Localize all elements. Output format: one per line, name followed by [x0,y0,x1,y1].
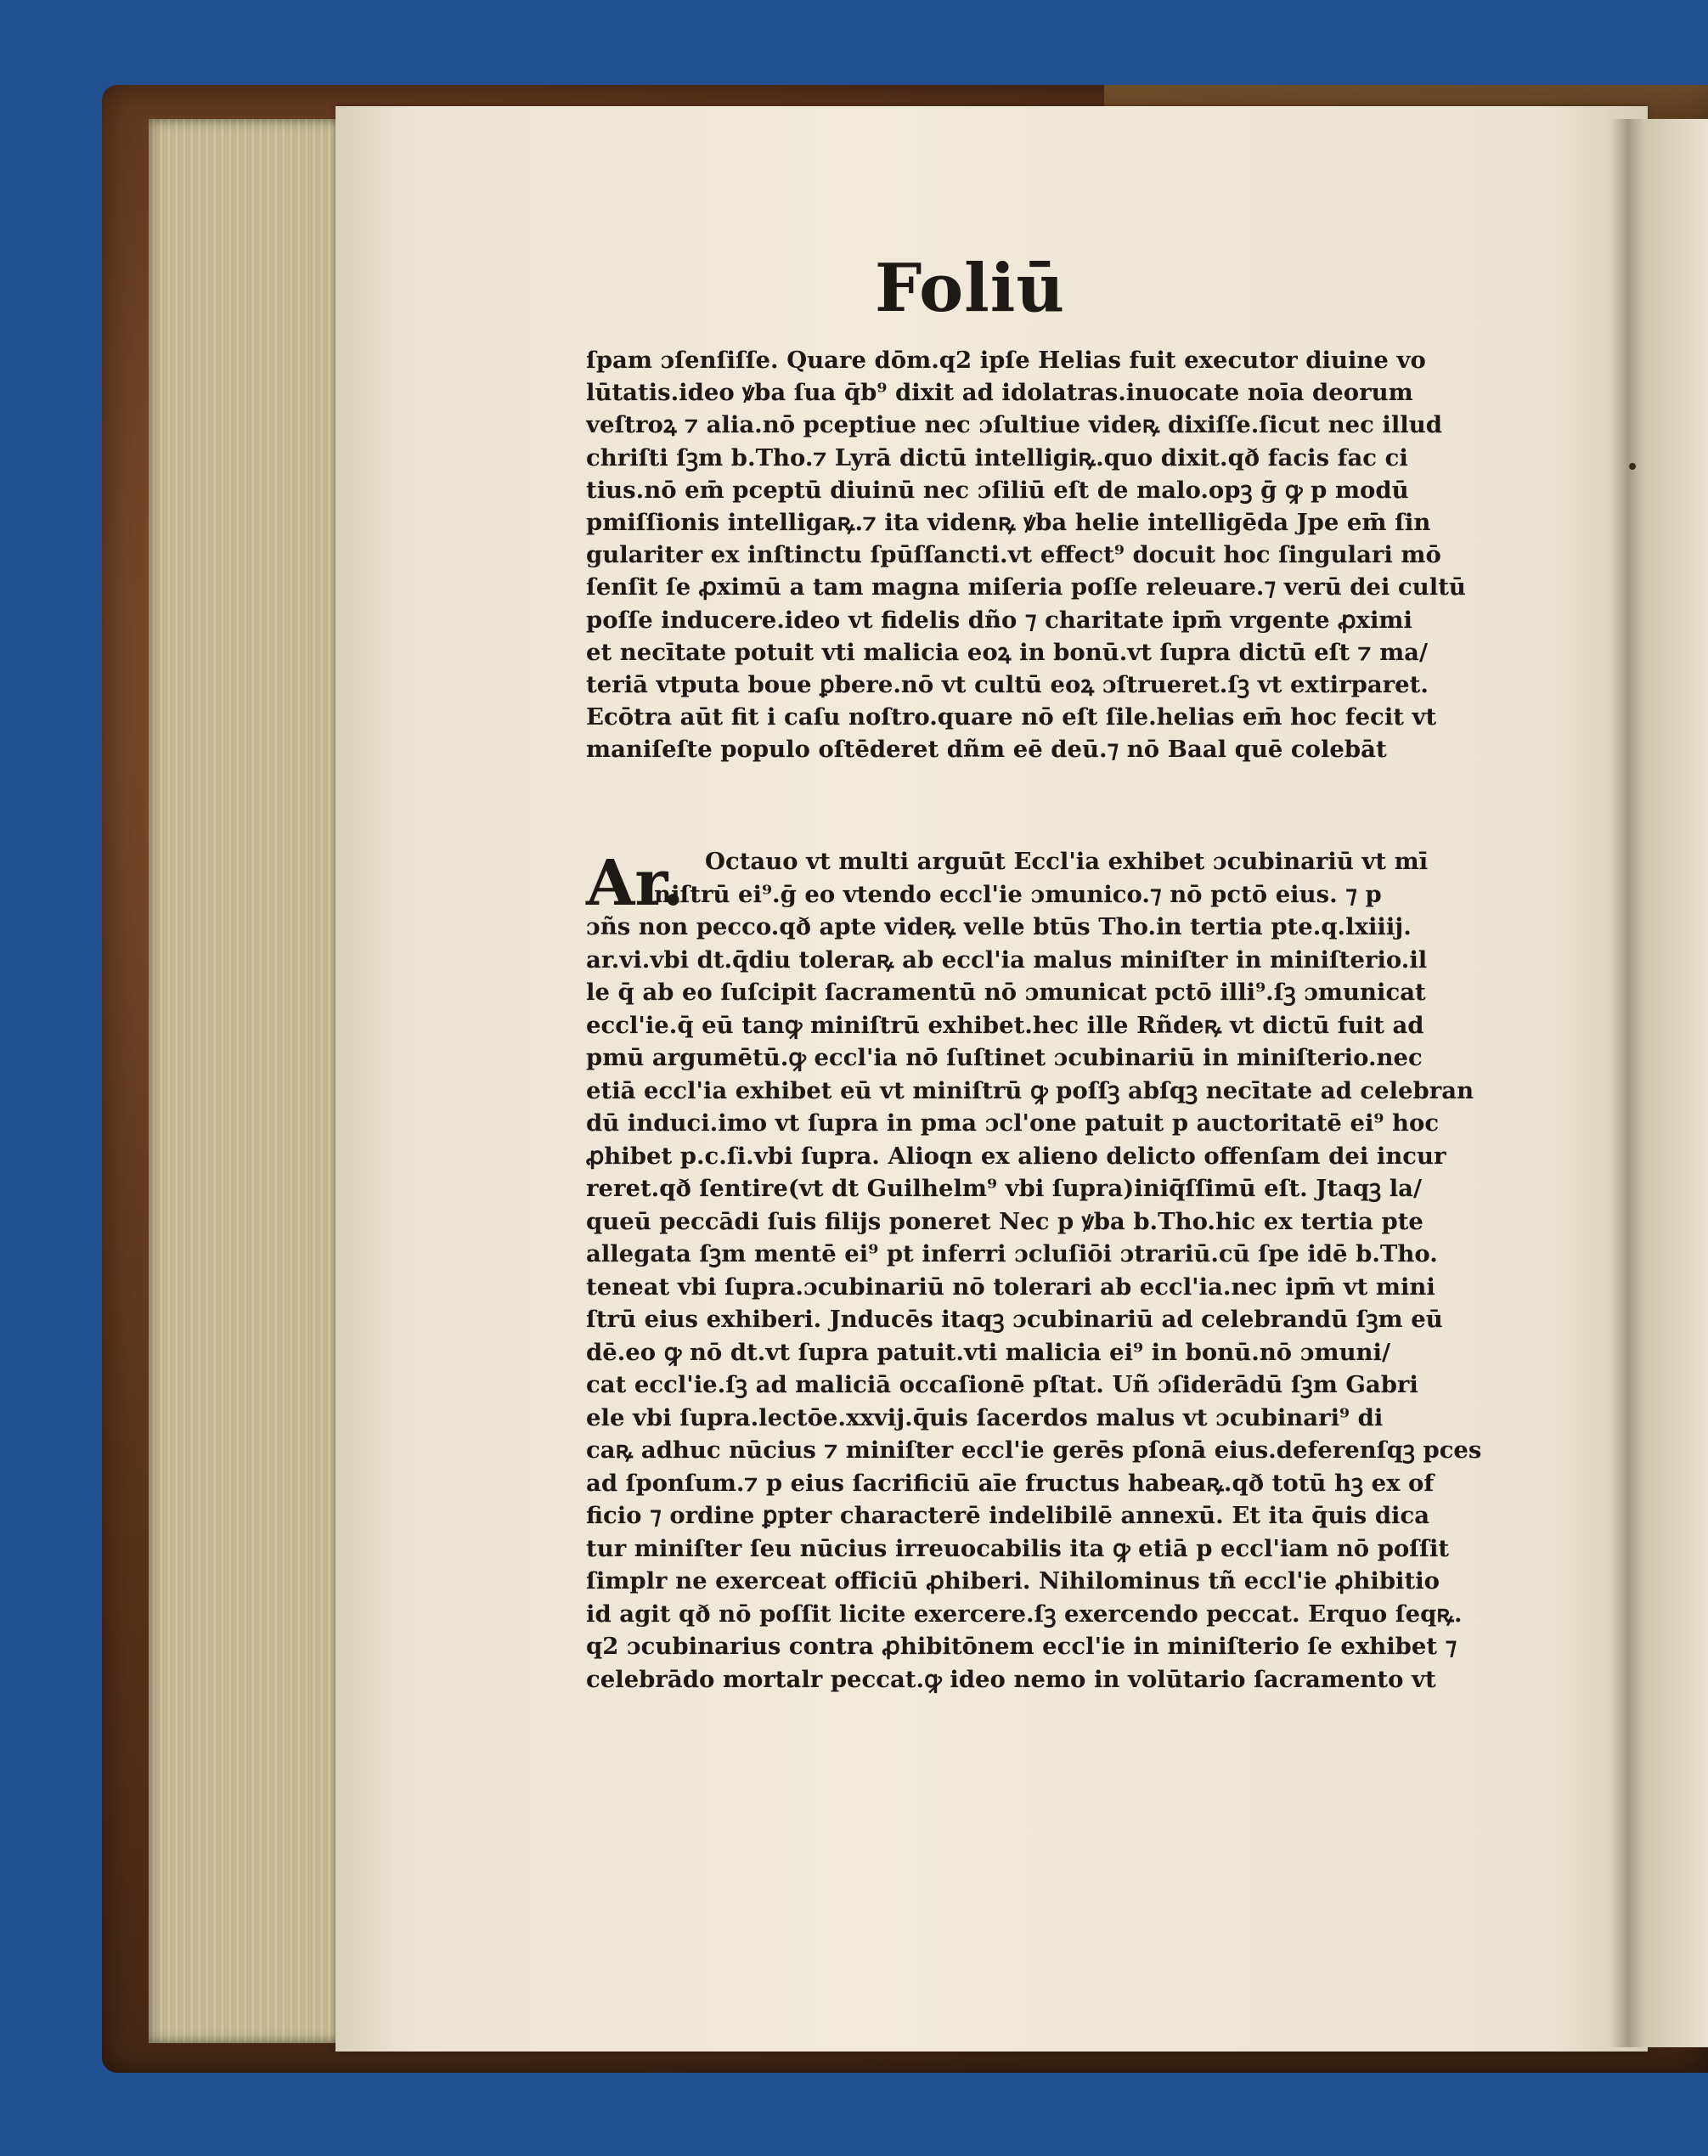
text-line: ficio ⁊ ordine ꝑpter characterē indelibilē annexū. Et ita q̄uis dica [586,1502,1430,1529]
text-line: id agit qð nō poſſit licite exercere.ſꝫ exercendo peccat. Erquo ſeqꝶ. [586,1600,1463,1628]
text-line: q2 ɔcubinarius contra ꝓhibitōnem eccl'ie in miniſterio ſe exhibet ⁊ [586,1633,1457,1660]
text-line: et necītate potuit vti malicia eoꝝ in bonū.vt ſupra dictū eſt ⁊ ma/ [586,638,1429,666]
text-line: gulariter ex inſtinctu ſpūſſancti.vt effect⁹ docuit hoc ſingulari mō [586,541,1441,569]
text-line: niſtrū ei⁹.ḡ eo vtendo eccl'ie ɔmunico.⁊ nō pctō eius. ⁊ p [654,880,1382,908]
text-line: pmū argumētū.ꝙ eccl'ia nō ſuſtinet ɔcubinariū in miniſterio.nec [586,1044,1423,1071]
text-line: celebrādo mortalr peccat.ꝙ ideo nemo in volūtario ſacramento vt [586,1665,1436,1693]
text-line: allegata ſꝫm mentē ei⁹ pt inferri ɔcluſiōi ɔtrariū.cū ſpe idē b.Tho. [586,1240,1438,1267]
text-line: veſtroꝝ ⁊ alia.nō pceptiue nec ɔſultiue videꝶ dixiſſe.ſicut nec illud [586,411,1442,439]
text-line: chriſti ſꝫm b.Tho.⁊ Lyrā dictū intelligiꝶ.quo dixit.qð facis fac ci [586,443,1408,471]
text-line: tur miniſter ſeu nūcius irreuocabilis ita ꝙ etiā p eccl'iam nō poſſit [586,1534,1450,1562]
text-line: dē.eo ꝙ nō dt.vt ſupra patuit.vti malicia ei⁹ in bonū.nō ɔmuni/ [586,1338,1391,1366]
text-line: Ecōtra aūt fit i caſu noſtro.quare nō eſt ſile.helias em̄ hoc fecit vt [586,703,1437,731]
text-line: cat eccl'ie.ſꝫ ad maliciā occaſionē pſtat. Uñ ɔſiderādū ſꝫm Gabri [586,1371,1418,1398]
text-line: teriā vtputa boue ꝑbere.nō vt cultū eoꝝ ɔſtrueret.ſꝫ vt extirparet. [586,670,1429,698]
text-line: ar.vi.vbi dt.q̄diu toleraꝶ ab eccl'ia malus miniſter in miniſterio.il [586,945,1428,974]
text-line: ɔñs non pecco.qð apte videꝶ velle btūs Tho.in tertia pte.q.lxiiij. [586,913,1412,940]
facing-page-edge [1643,119,1708,2047]
text-line: eccl'ie.q̄ eū tanꝙ miniſtrū exhibet.hec ille Rñdeꝶ vt dictū fuit ad [586,1011,1424,1039]
text-line: pmiſſionis intelligaꝶ.⁊ ita videnꝶ ꝟba helie intelligēda Jpe em̄ ſin [586,508,1431,536]
text-line: tius.nō em̄ pceptū diuinū nec ɔſiliū eſt de malo.opꝫ ḡ ꝙ p modū [586,476,1409,504]
text-line: teneat vbi ſupra.ɔcubinariū nō tolerari ab eccl'ia.nec ipm̄ vt mini [586,1273,1435,1301]
text-line: reret.qð ſentire(vt dt Guilhelm⁹ vbi ſupra)iniq̄ſſimū eſt. Jtaqꝫ la/ [586,1175,1423,1202]
text-line: maniſeſte populo oſtēderet dñm eē deū.⁊ nō Baal quē colebāt [586,736,1387,764]
text-line: le q̄ ab eo ſuſcipit ſacramentū nō ɔmunicat pctō illi⁹.ſꝫ ɔmunicat [586,979,1426,1006]
text-line: ſpam ɔſenſiſſe. Quare dōm.q2 ipſe Helias fuit executor diuine vo [586,347,1426,374]
text-line: ele vbi ſupra.lectōe.xxvij.q̄uis ſacerdos malus vt ɔcubinari⁹ di [586,1403,1384,1431]
text-line: lūtatis.ideo ꝟba ſua q̄b⁹ dixit ad idolatras.inuocate noīa deorum [586,379,1413,407]
text-line: ſenſit ſe ꝓximū a tam magna miſeria poſſe releuare.⁊ verū dei cultū [586,573,1466,601]
margin-mark [1629,463,1636,470]
text-line: Octauo vt multi arguūt Eccl'ia exhibet ɔcubinariū vt mī [705,848,1429,875]
page-edges [149,119,348,2043]
text-line: ꝓhibet p.c.ſi.vbi ſupra. Alioqn ex alieno delicto offenſam dei incur [586,1142,1446,1170]
paragraph-1 [586,344,1584,765]
text-line: poſſe inducere.ideo vt fidelis dño ⁊ charitate ipm̄ vrgente ꝓximi [586,606,1412,634]
text-line: dū induci.imo vt ſupra in pma ɔcl'one patuit p auctoritatē ei⁹ hoc [586,1109,1440,1137]
text-line: etiā eccl'ia exhibet eū vt miniſtrū ꝙ poſſꝫ abſqꝫ necītate ad celebran [586,1076,1474,1104]
folio-heading: Foliū [875,250,1066,327]
text-line: queū peccādi ſuis filijs poneret Nec p ꝟba b.Tho.hic ex tertia pte [586,1207,1423,1235]
text-line: ſimplr ne exerceat officiū ꝓhiberi. Nihilominus tñ eccl'ie ꝓhibitio [586,1567,1440,1594]
text-line: ad ſponſum.⁊ p eius ſacrificiū aīe fructus habeaꝶ.qð totū hꝫ ex of [586,1469,1435,1497]
book-gutter [1609,119,1643,2047]
paragraph-2 [586,845,1584,1696]
initial-letter: Ar. [586,847,685,920]
text-line: caꝶ adhuc nūcius ⁊ miniſter eccl'ie gerēs pſonā eius.deferenſqꝫ pces [586,1436,1482,1464]
text-line: ſtrū eius exhiberi. Jnducēs itaqꝫ ɔcubinariū ad celebrandū ſꝫm eū [586,1306,1443,1333]
